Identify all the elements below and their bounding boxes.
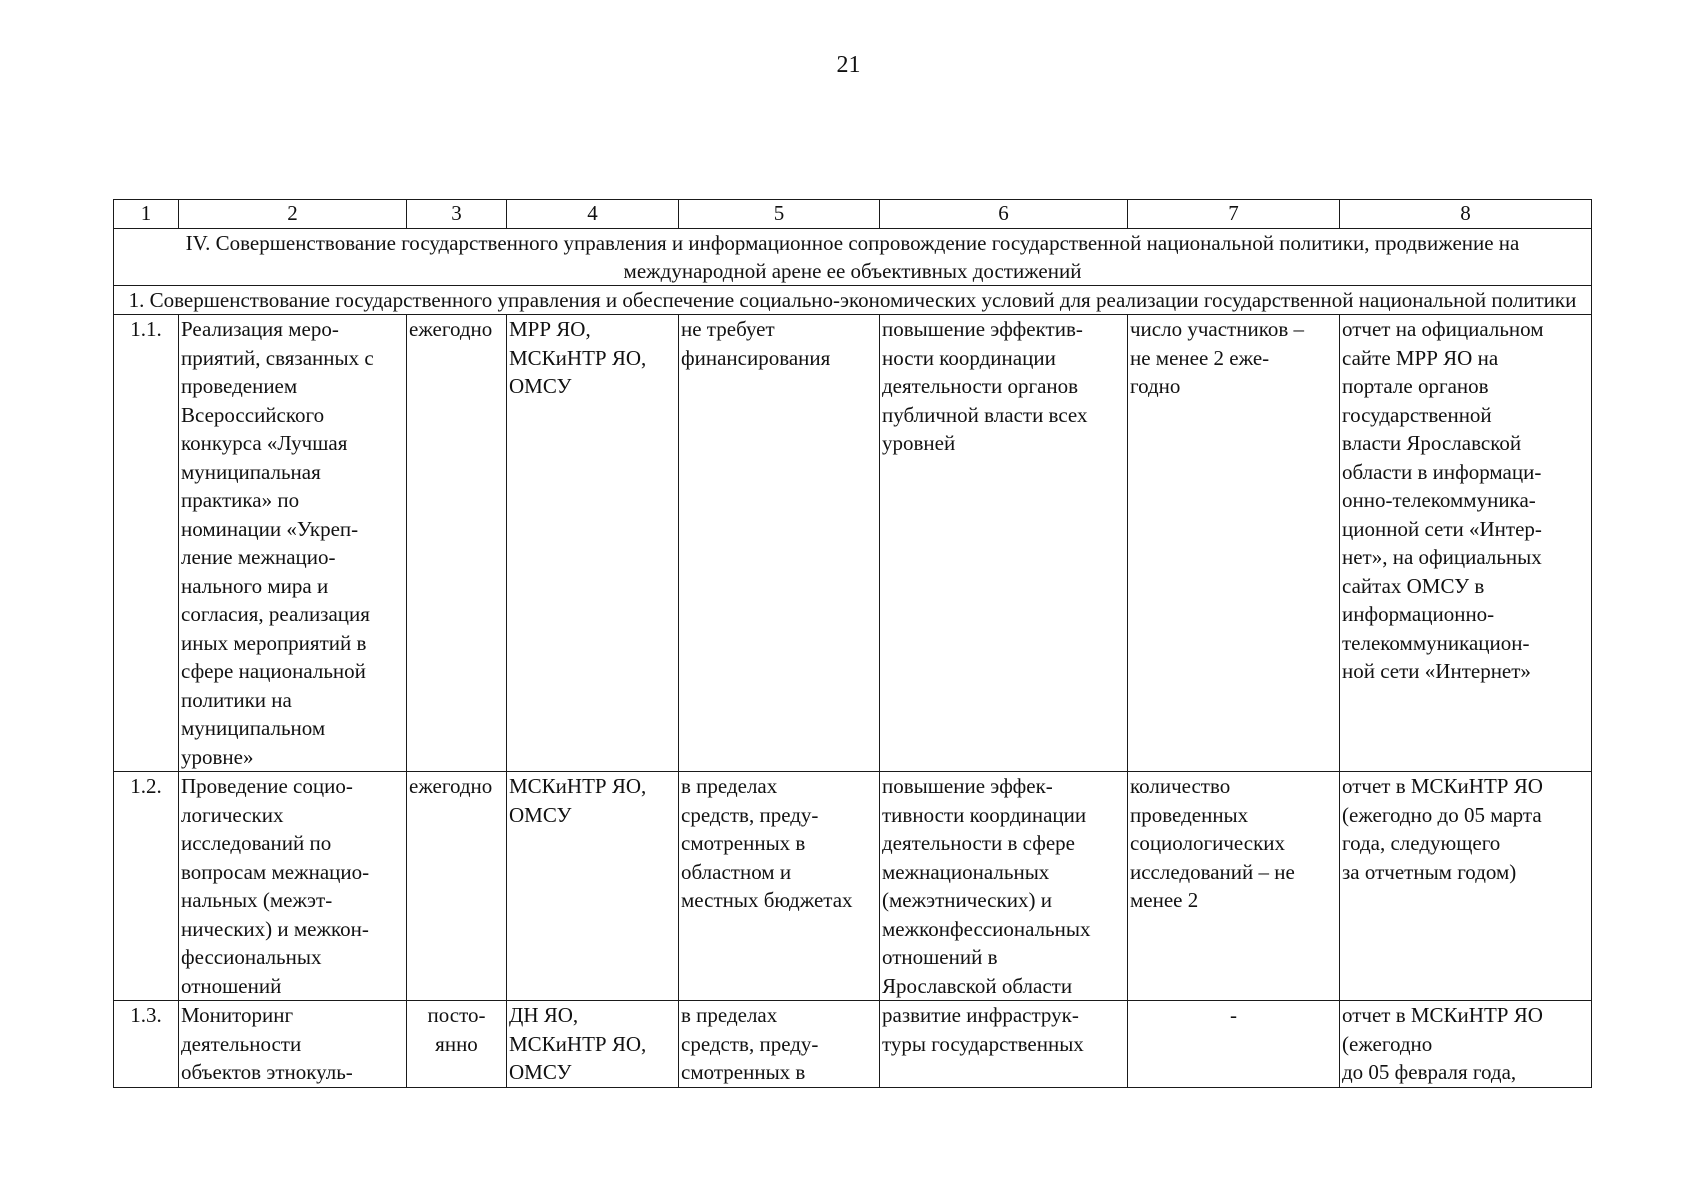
event-name: Мониторинг деятельности объектов этнокуль- <box>179 1001 407 1088</box>
event-name: Проведение социо- логических исследований по вопросам межнацио- нальных (межэт- нических) и межкон- фессиональных отношений <box>179 772 407 1001</box>
subsection-title: 1. Совершенствование государственного управления и обеспечение социально-экономических условий для реализации государственной национальной политики <box>114 286 1592 315</box>
column-number: 7 <box>1128 200 1340 229</box>
execution-period: ежегодно <box>407 315 507 772</box>
execution-period: посто- янно <box>407 1001 507 1088</box>
subsection-heading-row <box>114 286 1592 315</box>
column-number: 8 <box>1340 200 1592 229</box>
column-number: 5 <box>679 200 880 229</box>
item-number: 1.2. <box>114 772 179 1001</box>
item-number: 1.1. <box>114 315 179 772</box>
section-heading-row <box>114 229 1592 286</box>
responsible-executors: МСКиНТР ЯО, ОМСУ <box>507 772 679 1001</box>
item-number: 1.3. <box>114 1001 179 1088</box>
column-number: 4 <box>507 200 679 229</box>
funding-source: не требует финансирования <box>679 315 880 772</box>
table-row <box>114 772 1592 1001</box>
table-row <box>114 315 1592 772</box>
page-number: 21 <box>836 52 861 78</box>
report-form: отчет на официальном сайте МРР ЯО на портале органов государственной власти Ярославской области в информаци- онно-телекоммуника- ционной сети «Интер- нет», на официальных сайтах ОМСУ в информационно- телекоммуникацион- ной сети «Интернет» <box>1340 315 1592 772</box>
target-indicator: число участников – не менее 2 еже- годно <box>1128 315 1340 772</box>
responsible-executors: ДН ЯО, МСКиНТР ЯО, ОМСУ <box>507 1001 679 1088</box>
execution-period: ежегодно <box>407 772 507 1001</box>
section-title: IV. Совершенствование государственного управления и информационное сопровождение государственной национальной политики, продвижение на международной арене ее объективных достижений <box>114 229 1592 286</box>
target-indicator: - <box>1128 1001 1340 1088</box>
column-number: 2 <box>179 200 407 229</box>
responsible-executors: МРР ЯО, МСКиНТР ЯО, ОМСУ <box>507 315 679 772</box>
funding-source: в пределах средств, преду- смотренных в <box>679 1001 880 1088</box>
expected-result: повышение эффектив- ности координации деятельности органов публичной власти всех уровней <box>880 315 1128 772</box>
column-number: 6 <box>880 200 1128 229</box>
funding-source: в пределах средств, преду- смотренных в областном и местных бюджетах <box>679 772 880 1001</box>
event-name: Реализация меро- приятий, связанных с проведением Всероссийского конкурса «Лучшая муниципальная практика» по номинации «Укреп- ление межнацио- нального мира и согласия, реализация иных мероприятий в сфере национальной политики на муниципальном уровне» <box>179 315 407 772</box>
report-form: отчет в МСКиНТР ЯО (ежегодно до 05 марта года, следующего за отчетным годом) <box>1340 772 1592 1001</box>
table-row <box>114 1001 1592 1088</box>
column-number-row <box>114 200 1592 229</box>
target-indicator: количество проведенных социологических исследований – не менее 2 <box>1128 772 1340 1001</box>
column-number: 3 <box>407 200 507 229</box>
plan-table <box>113 199 1592 1088</box>
expected-result: повышение эффек- тивности координации деятельности в сфере межнациональных (межэтнических) и межконфессиональных отношений в Ярославской области <box>880 772 1128 1001</box>
expected-result: развитие инфраструк- туры государственных <box>880 1001 1128 1088</box>
report-form: отчет в МСКиНТР ЯО (ежегодно до 05 февраля года, <box>1340 1001 1592 1088</box>
column-number: 1 <box>114 200 179 229</box>
